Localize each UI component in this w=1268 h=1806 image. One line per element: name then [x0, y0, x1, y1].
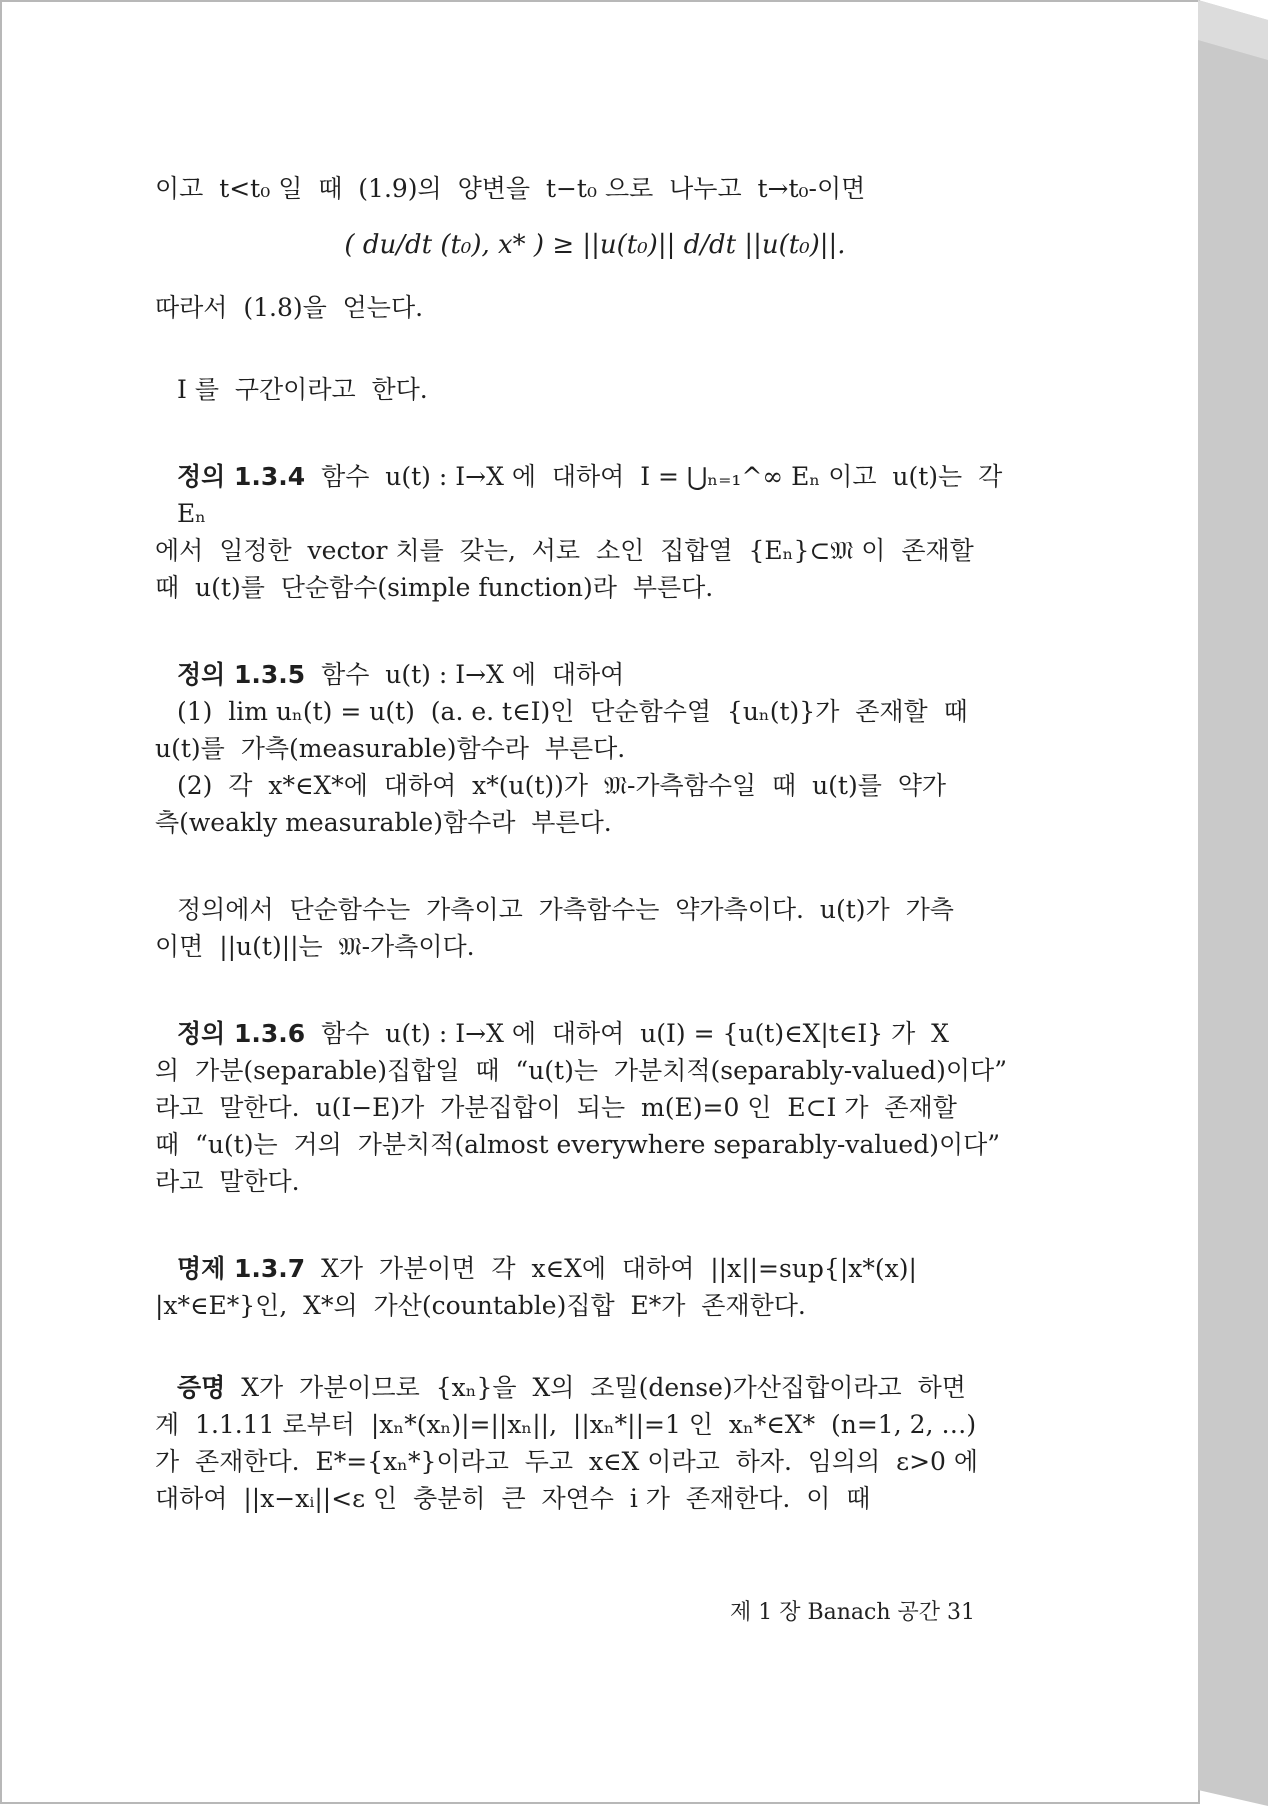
- text-line: X가 가분이므로 {xₙ}을 X의 조밀(dense)가산집합이라고 하면: [225, 1373, 966, 1402]
- proposition-1-3-7: [155, 1250, 1035, 1287]
- page-edge-shadow: [1198, 0, 1268, 1806]
- definition-1-3-4: [155, 458, 1035, 532]
- text-line: (2) 각 x*∈X*에 대하여 x*(u(t))가 𝔐-가측함수일 때 u(t)를 약가: [177, 771, 947, 800]
- text-line: 함수 u(t) : I→X 에 대하여: [305, 660, 625, 689]
- proof-block: [155, 1369, 1035, 1406]
- text-line: 의 가분(separable)집합일 때 “u(t)는 가분치적(separably-valued)이다”: [155, 1056, 1007, 1085]
- page-footer: 제 1 장 Banach 공간 31: [730, 1600, 976, 1625]
- text-line: 측(weakly measurable)함수라 부른다.: [155, 808, 612, 837]
- text-line: 함수 u(t) : I→X 에 대하여 I = ⋃ₙ₌₁^∞ Eₙ 이고 u(t)는 각 Eₙ: [177, 462, 1019, 528]
- text-line: 함수 u(t) : I→X 에 대하여 u(I) = {u(t)∈X|t∈I} 가 X: [305, 1019, 949, 1048]
- text-line: (1) lim uₙ(t) = u(t) (a. e. t∈I)인 단순함수열 {uₙ(t)}가 존재할 때: [177, 697, 968, 726]
- definition-heading: 정의 1.3.4: [177, 462, 306, 491]
- proposition-heading: 명제 1.3.7: [177, 1254, 306, 1283]
- text-line: |x*∈E*}인, X*의 가산(countable)집합 E*가 존재한다.: [155, 1291, 806, 1320]
- text-line: 에서 일정한 vector 치를 갖는, 서로 소인 집합열 {Eₙ}⊂𝔐 이 존재할: [155, 536, 974, 565]
- text-line: 때 u(t)를 단순함수(simple function)라 부른다.: [155, 573, 714, 602]
- definition-1-3-5: [155, 656, 1035, 693]
- text-line: 라고 말한다.: [155, 1167, 300, 1196]
- definition-heading: 정의 1.3.5: [177, 660, 306, 689]
- text-line: u(t)를 가측(measurable)함수라 부른다.: [155, 734, 626, 763]
- text-line: 정의에서 단순함수는 가측이고 가측함수는 약가측이다. u(t)가 가측: [177, 895, 954, 924]
- text-line: 이면 ||u(t)||는 𝔐-가측이다.: [155, 932, 475, 961]
- text-line: 대하여 ||x−xᵢ||<ε 인 충분히 큰 자연수 i 가 존재한다. 이 때: [155, 1484, 871, 1513]
- text-line: 계 1.1.11 로부터 |xₙ*(xₙ)|=||xₙ||, ||xₙ*||=1 인 xₙ*∈X* (n=1, 2, …): [155, 1410, 977, 1439]
- page-content: [155, 170, 1035, 1517]
- text-line: 가 존재한다. E*={xₙ*}이라고 두고 x∈X 이라고 하자. 임의의 ε>0 에: [155, 1447, 979, 1476]
- proof-heading: 증명: [177, 1373, 226, 1402]
- text-line: X가 가분이면 각 x∈X에 대하여 ||x||=sup{|x*(x)|: [305, 1254, 917, 1283]
- text-line: 때 “u(t)는 거의 가분치적(almost everywhere separably-valued)이다”: [155, 1130, 1001, 1159]
- text-line: 라고 말한다. u(I−E)가 가분집합이 되는 m(E)=0 인 E⊂I 가 존재할: [155, 1093, 957, 1122]
- text-line: I 를 구간이라고 한다.: [177, 375, 428, 404]
- definition-1-3-6: [155, 1015, 1035, 1052]
- display-formula: ( du/dt (t₀), x* ) ≥ ||u(t₀)|| d/dt ||u(t₀)||.: [344, 230, 846, 260]
- text-line: 따라서 (1.8)을 얻는다.: [155, 293, 424, 322]
- text-line: 이고 t<t₀ 일 때 (1.9)의 양변을 t−t₀ 으로 나누고 t→t₀-이면: [155, 174, 866, 203]
- definition-heading: 정의 1.3.6: [177, 1019, 306, 1048]
